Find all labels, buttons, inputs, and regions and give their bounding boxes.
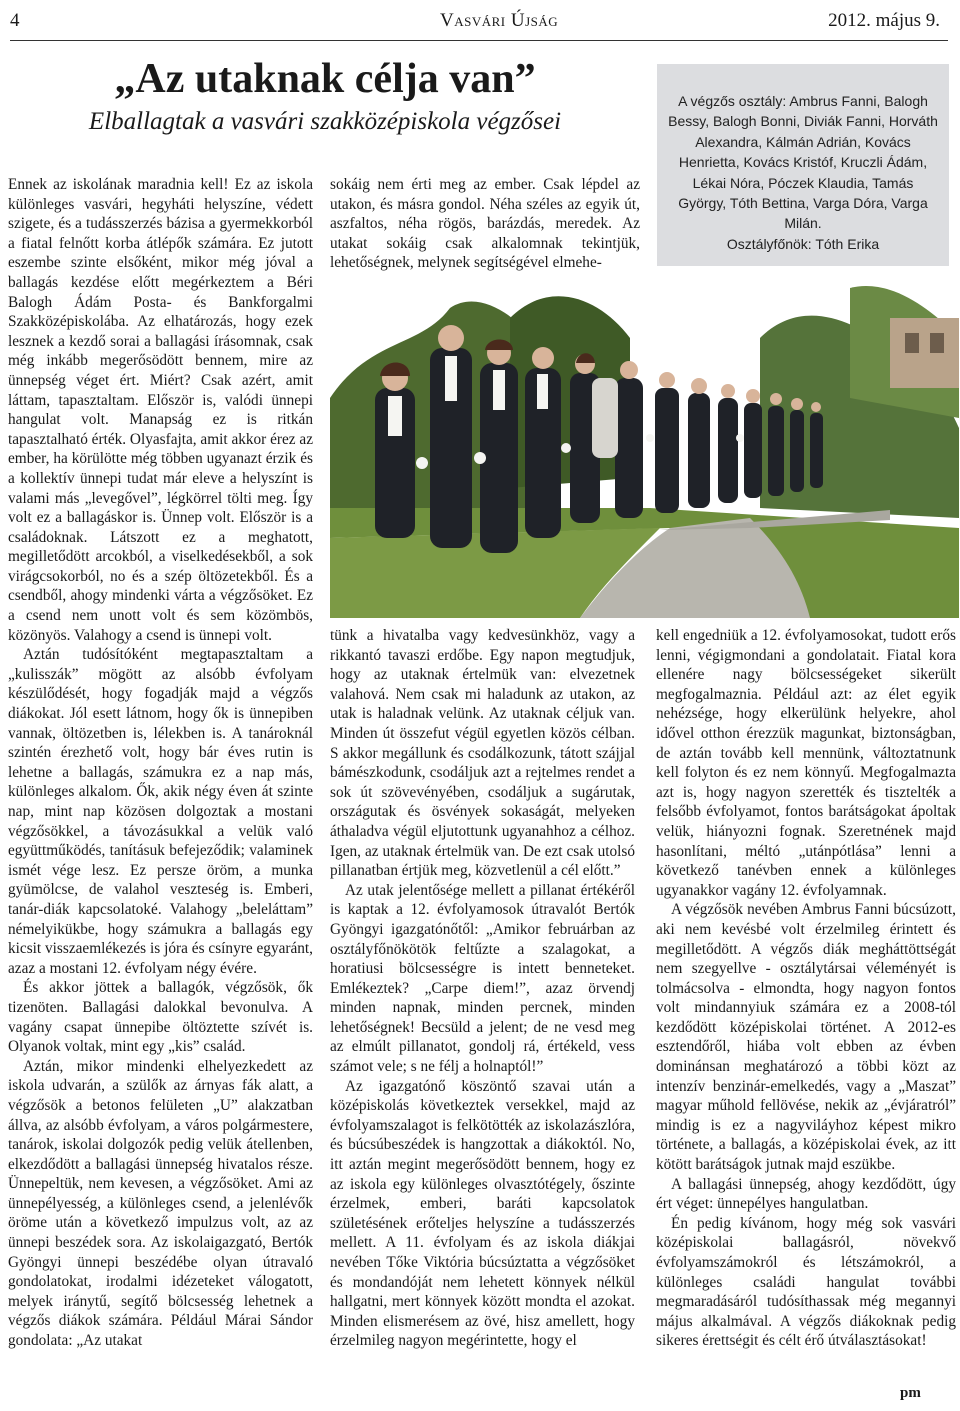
article-subtitle: Elballagtak a vasvári szakközépiskola végzősei — [88, 108, 562, 135]
graduation-photo — [330, 278, 959, 618]
author-signature: pm — [900, 1385, 921, 1401]
article-column-3 — [656, 626, 956, 1406]
paragraph: tünk a hivatalba vagy kedvesünkhöz, vagy a rikkantó tavaszi erdőbe. Egy napon megtudjuk, hogy az utaknak értelmük van: elvezetnek valahová. Nem csak mi haladunk az utakon, az utak is haladnak velünk. Az utaknak céljuk van. Minden út összefut végül egyetlen közös célban. S akkor megállunk és csodálkozunk, tátott szájjal bámészkodunk, csodáljuk azt a rejtelmes rendet a sok út szövevényében, csodáljuk a sugárutak, országutak és ösvények sokaságát, melyeken áthaladva végül eljutottunk ugyanahhoz a célhoz. Igen, az utaknak értelmük van. De ezt csak utolsó pillanatban értjük meg, közvetlenül a cél előtt.” — [330, 627, 635, 880]
paragraph: A végzősök nevében Ambrus Fanni búcsúzott, aki nem kevésbé volt érzelmileg érintett és megilletődött. A végzős diák megháttöttségát nem szegyellve - osztálytársai véleményét is tolmácsolva - elmondta, hogy nagyon fontos volt mindannyiuk számára ez a 2008-tól kezdődött középiskolai történet. A 2012-es esztendőről, hiába volt ebben az évben dominánsan meghatározó a többi közt az intenzív benzinár-emelkedés, vagy a „Maszat” magyar műhold fellövése, nekik az „évjáratról” mindig is ez a nagyviláyhoz képest mikro története, a ballagás, a középiskolai évek, az itt kötött barátságok jutnak majd eszükbe. — [656, 901, 956, 1174]
page-number: 4 — [10, 10, 20, 31]
article-column-1 — [8, 175, 313, 1407]
newspaper-name: Vasvári Újság — [440, 10, 559, 31]
paragraph: Az utak jelentősége mellett a pillanat értékéről is kaptak a 12. évfolyamosok útravalót Bertók Gyöngyi igazgatónőtől: „Amikor februárban az osztályfőnökötök feltűzte a szalagokat, a horatiusi bölcsességre is intett benneteket. Emlékeztek? „Carpe diem!”, azaz örvendj minden napnak, minden percnek, minden lehetőségnek! Becsüld a jelent; de ne vesd meg az elmúlt pillanatot, gondolj rá, értékeld, vess számot vele; s ne félj a holnaptól!” — [330, 881, 635, 1076]
paragraph: Én pedig kívánom, hogy még sok vasvári középiskolai ballagásról, növekvő évfolyamszámokról és létszámokról, a különleges családi hangulat további megmaradásáról tudósíthassak még megannyi május alkalmával. A végzős diákoknak pedig sikeres érettségit és célt érő útválasztásokat! — [656, 1214, 956, 1350]
class-teacher: Osztályfőnök: Tóth Erika — [726, 235, 880, 252]
paragraph: A ballagási ünnepség, ahogy kezdődött, úgy ért véget: ünnepélyes hangulatban. — [656, 1175, 956, 1213]
article-title: „Az utaknak célja van” — [114, 56, 536, 102]
paragraph: Aztán, mikor mindenki elhelyezkedett az iskola udvarán, a szülők az árnyas fák alatt, a végzősök a betonos felületen „U” alakzatban állva, az alsóbb évfolyam, a város polgármestere, tanárok, iskolai dolgozók pedig velük átellenben, elkezdődött a ballagási ünnepség hivatalos része. Ünnepeltük, nem kevesen, a végzősöket. Ami az ünnepélyesség, a különleges csend, a jelenlévők öröme után a következő impulzus volt, az az ünnepi beszédek sora. Az iskolaigazgató, Bertók Gyöngyi ünnepi beszédébe olyan útravaló gondolatokat, irodalmi idézeteket válogatott, melyek iránytű, segítő bölcsesség lehetnek a végzős diákok számára. Például Márai Sándor gondolata: „Az utakat — [8, 1057, 313, 1350]
header-divider — [10, 40, 948, 41]
article-column-2 — [330, 626, 635, 1406]
article-column-2-top — [330, 175, 640, 277]
paragraph: Ennek az iskolának maradnia kell! Ez az iskola különleges vasvári, hegyháti helyszíne, védett szigete, és a tudásszerzés bázisa a gyermekkorból a fiatal felnőtt korba átlépők számára. Ez jutott eszembe szinte elsőként, mikor még jóval a ballagás kezdése előtt megérkeztem a Béri Balogh Ádám Posta- és Bankforgalmi Szakközépiskolába. Az elhatározás, hogy ezek lesznek a kezdő sorai a ballagási írásomnak, csak még inkább megerősödött bennem, mire az ünnepség véget ért. Miért? Csak azért, amit láttam, tapasztaltam. Először is, valódi ünnepi hangulat volt. Manapság ez is ritkán tapasztalható érték. Olyasfajta, amit akkor érez az ember, ha körülötte még többen ugyanazt érzik és a kollektív ünnepi tudat már eleve a helyszínt is valami más „levegővel”, légkörrel tölti meg. Így volt ez a ballagáskor is. Ünnep volt. Először is a családoknak. Látszott ez a meghatott, megilletődött arcokból, a viselkedésekből, a sok virágcsokorból, no és a szép öltözetekből. És a csendből, ahogy mindenki várta a végzősöket. Ez a csend nem unott volt és sem közömbös, közönyös. Valahogy a csend is ünnepi volt. — [8, 176, 313, 644]
page-header — [10, 10, 940, 36]
paragraph: sokáig nem érti meg az ember. Csak lépdel az utakon, és másra gondol. Néha széles az egyik út, aszfaltos, néha rögös, barázdás, meredek. Az utakat sokáig csak alkalomnak tekintjük, lehetőségnek, melynek segítségével elmehe- — [330, 176, 640, 272]
issue-date: 2012. május 9. — [828, 10, 940, 31]
paragraph: Az igazgatónő köszöntő szavai után a középiskolás következtek versekkel, majd az évfolyamszalagot is felkötötték az iskolazászlóra, és búcsúbeszédek is hangzottak a diákoktól. No, itt aztán megint megerősödött bennem, hogy ez az iskola egy különleges olvasztótégely, őszinte érzelmek, emberi, baráti kapcsolatok születésének erőteljes helyszíne a tudásszerzés mellett. A 11. évfolyam és az iskola diákjai nevében Tőke Viktória búcsúztatta a végzősöket és mondandóját nem lehetett könnyek nélkül hallgatni, mert könnyek között mondta el azokat. Minden elismerésem az övé, hisz amellett, hogy érzelmileg nagyon megérintette, hogy el — [330, 1077, 635, 1350]
paragraph: kell engedniük a 12. évfolyamosokat, tudott erős lenni, végigmondani a gondolatait. Fiatal kora ellenére nagy bölcsességeket sikerült megfogalmaznia. Például azt: az élet egyik nehézsége, hogy elkerülünk helyekre, ahol idővel otthon érezzük magunkat, biztonságban, de aztán tovább kell mennünk, változtatnunk kell folyton és ez nem könnyű. Megfogalmazta azt is, hogy nagyon szerették és tisztelték a felsőbb évfolyamot, fontos barátságokat ápoltak velük, hiányozni fognak. Szeretnének majd hasonlítani, méltó „utánpótlása” lenni a következő tanévben ennek a különleges ugyanakkor vagány 12. évfolyamnak. — [656, 627, 956, 899]
photo-caption-box — [657, 64, 949, 266]
class-names: A végzős osztály: Ambrus Fanni, Balogh Bessy, Balogh Bonni, Diviák Fanni, Horváth Alexandra, Kálmán Adrián, Kovács Henrietta, Kovács Kristóf, Kruczli Ádám, Lékai Nóra, Póczek Klaudia, Tamás György, Tóth Bettina, Varga Dóra, Varga Milán. — [668, 93, 938, 232]
paragraph: Aztán tudósítóként megtapasztaltam a „kulisszák” mögött az alsóbb évfolyam készülődését, hogy fogadják majd a végzős diákokat. Jól esett látnom, hogy ők is ünnepiben vannak, öltözetben is, lélekben is. A tanároknál szintén érezhető volt, hogy bár éves rutin is lehetne a ballagás, számukra ez a nap más, különleges alkalom. Ők, akik négy éven át szinte nap, mint nap közösen dolgoztak a mostani végzősökkel, a távozásukkal a velük való együttműködés, tanításuk befejeződik; valaminek ismét vége lesz. Ez persze öröm, a munka gyümölcse, de valahol veszteség is. Emberi, tanár-diák kapcsolatoké. Valahogy „beleláttam” némelyikükbe, hogy számukra a ballagás egy kicsit visszaemlékezés is jóra és csínyre egyaránt, azaz a mostani 12. évfolyam négy évére. — [8, 646, 313, 977]
paragraph: És akkor jöttek a ballagók, végzősök, ők tizenöten. Ballagási dalokkal bevonulva. A vagány csapat ünnepibe öltöztette szívét is. Olyanok voltak, mint egy „kis” család. — [8, 979, 313, 1056]
